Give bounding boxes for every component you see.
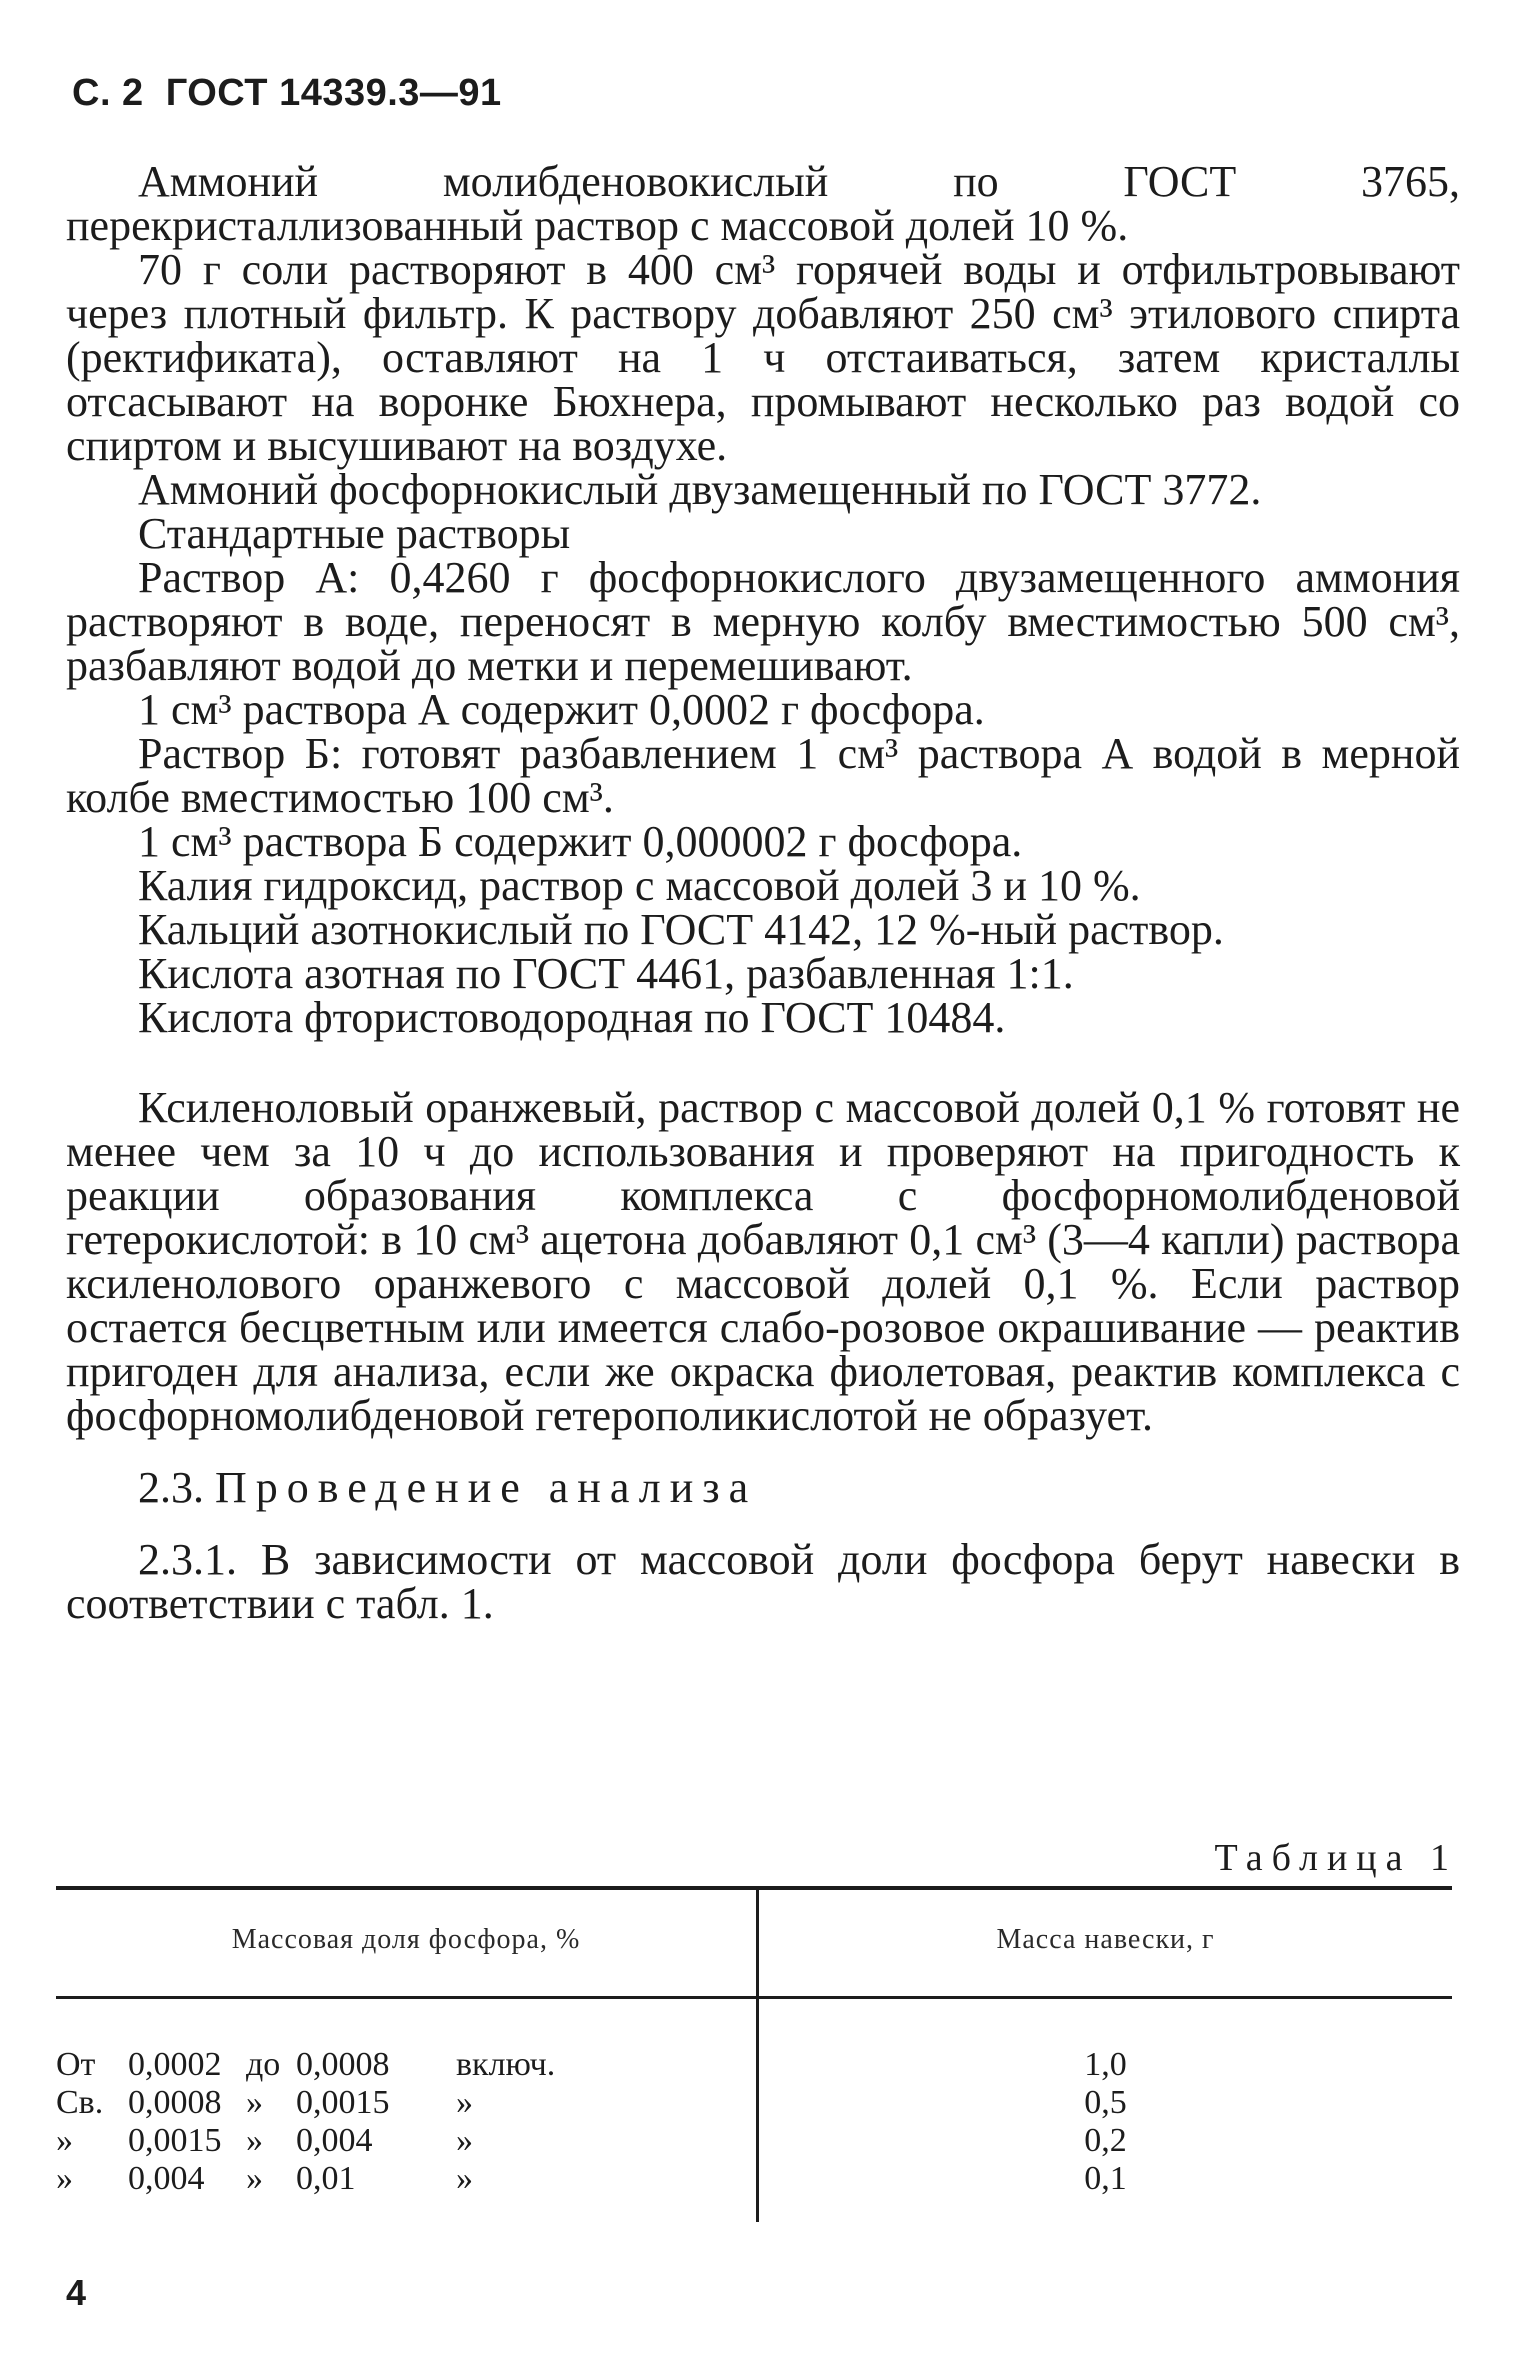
row-to-word: до — [246, 2046, 281, 2083]
paragraph-nitric-acid: Кислота азотная по ГОСТ 4461, разбавленная 1:1. — [138, 949, 1074, 998]
column-header-phosphorus-fraction: Массовая доля фосфора, % — [231, 1924, 581, 1955]
row-suffix: » — [456, 2084, 473, 2121]
row-to: 0,004 — [296, 2122, 373, 2159]
paragraph-solution-b-content: 1 см³ раствора Б содержит 0,000002 г фосфора. — [138, 817, 1023, 866]
row-to: 0,01 — [296, 2160, 356, 2197]
paragraph-calcium-nitrate: Кальций азотнокислый по ГОСТ 4142, 12 %-ный раствор. — [138, 905, 1224, 954]
row-mass: 0,5 — [1084, 2084, 1127, 2121]
paragraph-standard-solutions: Стандартные растворы — [138, 509, 571, 558]
page-header — [72, 72, 502, 115]
page-number: 4 — [66, 2272, 87, 2313]
paragraph-solution-b: Раствор Б: готовят разбавлением 1 см³ раствора А водой в мерной колбе вместимостью 100 см³. — [66, 729, 1460, 822]
paragraph-2-3-1: 2.3.1. В зависимости от массовой доли фосфора берут навески в соответствии с табл. 1. — [66, 1535, 1460, 1628]
row-from: 0,004 — [128, 2160, 205, 2197]
row-prefix: От — [56, 2046, 96, 2083]
table-row — [56, 2122, 1452, 2160]
page-ref: С. 2 — [72, 72, 144, 114]
table-row — [56, 2160, 1452, 2198]
table-row — [56, 2084, 1452, 2122]
section-heading — [66, 1463, 1460, 1512]
row-mass: 1,0 — [1084, 2046, 1127, 2083]
row-to-word: » — [246, 2160, 263, 2197]
table-1 — [56, 1886, 1452, 2222]
paragraph-solution-a-content: 1 см³ раствора А содержит 0,0002 г фосфора. — [138, 685, 985, 734]
row-to-word: » — [246, 2122, 263, 2159]
paragraph-xylenol-orange: Ксиленоловый оранжевый, раствор с массовой долей 0,1 % готовят не менее чем за 10 ч до использования и проверяют на пригодность к реакции образования комплекса с фосфорномолибденовой гетерокислотой: в 10 см³ ацетона добавляют 0,1 см³ (3—4 капли) раствора ксиленолового оранжевого с массовой долей 0,1 %. Если раствор остается бесцветным или имеется слабо-розовое окрашивание — реактив пригоден для анализа, если же окраска фиолетовая, реактив комплекса с фосфорномолибденовой гетерополикислотой не образует. — [66, 1083, 1460, 1440]
row-mass: 0,2 — [1084, 2122, 1127, 2159]
table-top-rule — [56, 1886, 1452, 1890]
row-from: 0,0008 — [128, 2084, 222, 2121]
column-header-sample-mass: Масса навески, г — [996, 1924, 1215, 1955]
paragraph-hydrofluoric-acid: Кислота фтористоводородная по ГОСТ 10484. — [138, 993, 1006, 1042]
table-row — [56, 2046, 1452, 2084]
table-header-rule — [56, 1996, 1452, 1999]
body-text — [66, 157, 1460, 1628]
paragraph-potassium-hydroxide: Калия гидроксид, раствор с массовой долей 3 и 10 %. — [138, 861, 1141, 910]
row-from: 0,0002 — [128, 2046, 222, 2083]
paragraph-ammonium-phosphate: Аммоний фосфорнокислый двузамещенный по ГОСТ 3772. — [138, 465, 1262, 514]
row-to-word: » — [246, 2084, 263, 2121]
table-body — [56, 2046, 1452, 2198]
row-mass: 0,1 — [1084, 2160, 1127, 2197]
paragraph-salt-preparation: 70 г соли растворяют в 400 см³ горячей воды и отфильтровывают через плотный фильтр. К раствору добавляют 250 см³ этилового спирта (ректификата), оставляют на 1 ч отстаиваться, затем кристаллы отсасывают на воронке Бюхнера, промывают несколько раз водой со спиртом и высушивают на воздухе. — [66, 245, 1460, 470]
paragraph-solution-a: Раствор А: 0,4260 г фосфорнокислого двузамещенного аммония растворяют в воде, переносят в мерную колбу вместимостью 500 см³, разбавляют водой до метки и перемешивают. — [66, 553, 1460, 690]
table-caption: Таблица 1 — [1214, 1837, 1458, 1879]
section-number: 2.3. — [138, 1463, 204, 1512]
row-suffix: » — [456, 2160, 473, 2197]
row-suffix: включ. — [456, 2046, 556, 2083]
standard-number: ГОСТ 14339.3—91 — [165, 72, 502, 114]
row-to: 0,0008 — [296, 2046, 390, 2083]
row-prefix: » — [56, 2160, 73, 2197]
row-suffix: » — [456, 2122, 473, 2159]
paragraph-ammonium-molybdate: Аммоний молибденовокислый по ГОСТ 3765, перекристаллизованный раствор с массовой долей 10 %. — [66, 157, 1460, 250]
row-from: 0,0015 — [128, 2122, 222, 2159]
row-to: 0,0015 — [296, 2084, 390, 2121]
section-title: Проведение анализа — [215, 1463, 758, 1512]
row-prefix: Св. — [56, 2084, 104, 2121]
row-prefix: » — [56, 2122, 73, 2159]
